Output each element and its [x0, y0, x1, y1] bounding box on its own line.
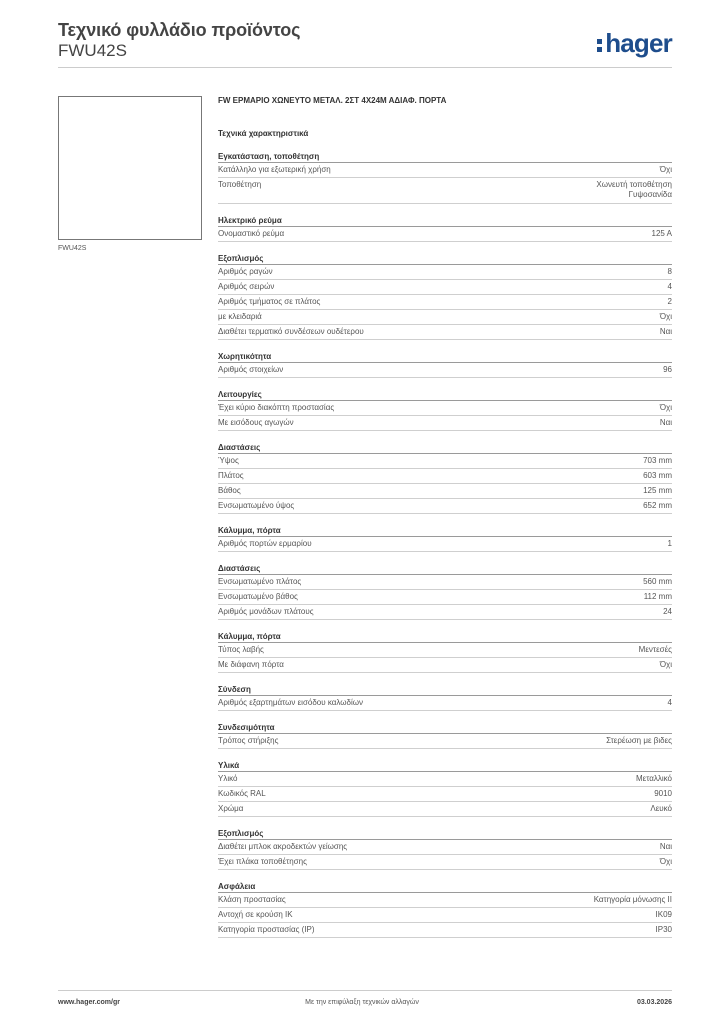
- spec-section: [218, 214, 672, 242]
- spec-section: [218, 721, 672, 749]
- spec-row: [218, 499, 672, 514]
- spec-row: [218, 802, 672, 817]
- spec-value: Ναι: [659, 842, 672, 851]
- spec-label: Αριθμός σειρών: [218, 282, 275, 291]
- spec-section-title: Ασφάλεια: [218, 880, 672, 893]
- footer-notice: Με την επιφύλαξη τεχνικών αλλαγών: [305, 999, 419, 1006]
- spec-label: Με διάφανη πόρτα: [218, 660, 284, 669]
- spec-label: Αριθμός στοιχείων: [218, 365, 284, 374]
- spec-value: 4: [667, 282, 672, 291]
- product-code: FWU42S: [58, 41, 127, 60]
- spec-section-title: Συνδεσιμότητα: [218, 721, 672, 734]
- spec-section-title: Διαστάσεις: [218, 562, 672, 575]
- spec-row: [218, 310, 672, 325]
- spec-label: Ύψος: [218, 456, 239, 465]
- spec-value: Ναι: [659, 327, 672, 336]
- spec-row: [218, 295, 672, 310]
- spec-row: [218, 178, 672, 204]
- spec-row: [218, 469, 672, 484]
- spec-row: [218, 893, 672, 908]
- spec-row: [218, 696, 672, 711]
- spec-row: [218, 280, 672, 295]
- spec-value: 2: [667, 297, 672, 306]
- spec-row: [218, 772, 672, 787]
- spec-value: 125 mm: [643, 486, 672, 495]
- spec-label: Κατάλληλο για εξωτερική χρήση: [218, 165, 331, 174]
- spec-label: Πλάτος: [218, 471, 244, 480]
- spec-section-title: Χωρητικότητα: [218, 350, 672, 363]
- spec-section-title: Διαστάσεις: [218, 441, 672, 454]
- spec-value: Όχι: [659, 403, 672, 412]
- spec-value: IP30: [655, 925, 672, 934]
- spec-section: [218, 759, 672, 817]
- spec-row: [218, 590, 672, 605]
- spec-label: Κωδικός RAL: [218, 789, 266, 798]
- footer-website: www.hager.com/gr: [58, 999, 120, 1006]
- spec-value: 703 mm: [643, 456, 672, 465]
- spec-section: [218, 388, 672, 431]
- spec-section-title: Εξοπλισμός: [218, 827, 672, 840]
- spec-label: Διαθέτει μπλοκ ακροδεκτών γείωσης: [218, 842, 348, 851]
- spec-row: [218, 787, 672, 802]
- spec-content: [218, 96, 672, 948]
- footer-date: 03.03.2026: [636, 999, 672, 1006]
- spec-label: Ονομαστικό ρεύμα: [218, 229, 285, 238]
- spec-value: Όχι: [659, 165, 672, 174]
- footer-divider: [58, 990, 672, 991]
- spec-row: [218, 401, 672, 416]
- spec-row: [218, 840, 672, 855]
- spec-label: Χρώμα: [218, 804, 244, 813]
- spec-value: Μεντεσές: [638, 645, 672, 654]
- spec-label: Τρόπος στήριξης: [218, 736, 279, 745]
- tech-specs-heading: Τεχνικά χαρακτηριστικά: [218, 129, 309, 138]
- spec-section-title: Σύνδεση: [218, 683, 672, 696]
- spec-label: Με εισόδους αγωγών: [218, 418, 294, 427]
- spec-section-title: Υλικά: [218, 759, 672, 772]
- spec-label: Αριθμός τμήματος σε πλάτος: [218, 297, 321, 306]
- spec-label: Τύπος λαβής: [218, 645, 264, 654]
- spec-row: [218, 643, 672, 658]
- spec-value: Ναι: [659, 418, 672, 427]
- spec-row: [218, 163, 672, 178]
- spec-value: Χωνευτή τοποθέτηση Γυψοσανίδα: [596, 180, 672, 199]
- spec-value: 4: [667, 698, 672, 707]
- logo-text: hager: [605, 28, 672, 58]
- spec-value: 8: [667, 267, 672, 276]
- product-description: FW ΕΡΜΑΡΙΟ ΧΩΝΕΥΤΟ ΜΕΤΑΛ. 2ΣΤ 4Χ24Μ ΑΔΙΑΦ. ΠΟΡΤΑ: [218, 96, 447, 105]
- spec-row: [218, 227, 672, 242]
- spec-row: [218, 734, 672, 749]
- hager-logo: [597, 28, 672, 59]
- spec-section: [218, 630, 672, 673]
- spec-sections: [218, 150, 672, 938]
- spec-section-title: Λειτουργίες: [218, 388, 672, 401]
- spec-value: Στερέωση με βιδες: [606, 736, 672, 745]
- spec-value: Κατηγορία μόνωσης II: [593, 895, 672, 904]
- spec-section: [218, 880, 672, 938]
- spec-section: [218, 350, 672, 378]
- spec-value: Όχι: [659, 857, 672, 866]
- spec-section-title: Εγκατάσταση, τοποθέτηση: [218, 150, 672, 163]
- spec-value: Λευκό: [650, 804, 672, 813]
- spec-value: 96: [663, 365, 672, 374]
- spec-row: [218, 363, 672, 378]
- spec-value: 652 mm: [643, 501, 672, 510]
- spec-label: Αριθμός μονάδων πλάτους: [218, 607, 314, 616]
- spec-row: [218, 855, 672, 870]
- spec-label: Υλικό: [218, 774, 238, 783]
- spec-row: [218, 484, 672, 499]
- spec-section: [218, 683, 672, 711]
- spec-value: Μεταλλικό: [635, 774, 672, 783]
- spec-section-title: Ηλεκτρικό ρεύμα: [218, 214, 672, 227]
- spec-row: [218, 605, 672, 620]
- spec-label: με κλειδαριά: [218, 312, 262, 321]
- spec-value: 9010: [654, 789, 672, 798]
- spec-label: Αριθμός ραγών: [218, 267, 273, 276]
- spec-label: Αντοχή σε κρούση IK: [218, 910, 293, 919]
- spec-row: [218, 325, 672, 340]
- spec-section: [218, 562, 672, 620]
- spec-value: 125 A: [651, 229, 672, 238]
- spec-label: Διαθέτει τερματικό συνδέσεων ουδέτερου: [218, 327, 364, 336]
- spec-value: 560 mm: [643, 577, 672, 586]
- spec-row: [218, 575, 672, 590]
- spec-section-title: Κάλυμμα, πόρτα: [218, 524, 672, 537]
- spec-section-title: Εξοπλισμός: [218, 252, 672, 265]
- spec-value: 603 mm: [643, 471, 672, 480]
- product-image: [58, 96, 202, 240]
- spec-row: [218, 416, 672, 431]
- spec-label: Έχει κύριο διακόπτη προστασίας: [218, 403, 335, 412]
- spec-value: 24: [663, 607, 672, 616]
- spec-row: [218, 658, 672, 673]
- spec-section: [218, 150, 672, 204]
- spec-value: IK09: [655, 910, 672, 919]
- spec-label: Βάθος: [218, 486, 241, 495]
- spec-label: Ενσωματωμένο πλάτος: [218, 577, 302, 586]
- spec-label: Ενσωματωμένο βάθος: [218, 592, 298, 601]
- product-image-caption: FWU42S: [58, 245, 87, 252]
- spec-label: Αριθμός πορτών ερμαρίου: [218, 539, 312, 548]
- spec-section: [218, 441, 672, 514]
- spec-row: [218, 537, 672, 552]
- spec-row: [218, 265, 672, 280]
- spec-row: [218, 454, 672, 469]
- spec-label: Κατηγορία προστασίας (IP): [218, 925, 315, 934]
- spec-value: Όχι: [659, 312, 672, 321]
- spec-label: Κλάση προστασίας: [218, 895, 286, 904]
- document-title: Τεχνικό φυλλάδιο προϊόντος: [58, 20, 301, 40]
- spec-value: 1: [667, 539, 672, 548]
- logo-dots-icon: [597, 39, 602, 52]
- spec-section: [218, 524, 672, 552]
- spec-label: Αριθμός εξαρτημάτων εισόδου καλωδίων: [218, 698, 363, 707]
- spec-row: [218, 908, 672, 923]
- spec-section: [218, 252, 672, 340]
- spec-value: Όχι: [659, 660, 672, 669]
- spec-section: [218, 827, 672, 870]
- spec-value: 112 mm: [643, 592, 672, 601]
- header-divider: [58, 67, 672, 68]
- spec-section-title: Κάλυμμα, πόρτα: [218, 630, 672, 643]
- spec-label: Ενσωματωμένο ύψος: [218, 501, 295, 510]
- spec-row: [218, 923, 672, 938]
- spec-label: Έχει πλάκα τοποθέτησης: [218, 857, 307, 866]
- spec-label: Τοποθέτηση: [218, 180, 262, 189]
